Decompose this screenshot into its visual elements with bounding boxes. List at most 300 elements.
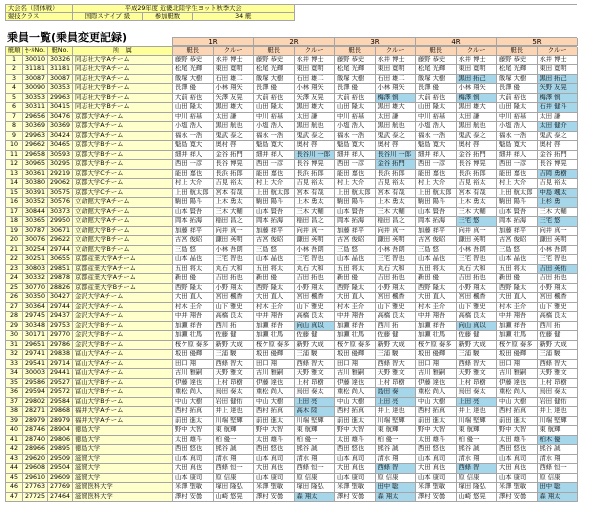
- 5r-helm-cell[interactable]: 五田 将太: [497, 265, 538, 275]
- team-cell[interactable]: 立命館大学Aチーム: [73, 217, 173, 227]
- 5r-helm-cell[interactable]: 大田 直人: [497, 293, 538, 303]
- 2r-helm-cell[interactable]: 西野 隆太: [254, 284, 295, 294]
- boat-number-cell[interactable]: 29584: [48, 398, 73, 408]
- team-cell[interactable]: 同志社大学Bチーム: [73, 94, 173, 104]
- 4r-crew-cell[interactable]: 東田 寛明: [457, 65, 498, 75]
- 1r-crew-cell[interactable]: 宮田 楓香: [214, 293, 255, 303]
- 4r-crew-cell[interactable]: 鳥田 奏太: [457, 388, 498, 398]
- 4r-crew-cell[interactable]: 塚田 隆弘: [457, 483, 498, 493]
- round-header-4r[interactable]: 4R: [416, 38, 497, 46]
- 3r-crew-cell[interactable]: 小林 吾朗: [376, 246, 417, 256]
- 2r-crew-cell[interactable]: 高橋 良太: [295, 312, 336, 322]
- 1r-crew-cell[interactable]: 鳥田 奏太: [214, 388, 255, 398]
- 3r-crew-cell[interactable]: 梅澤 慎: [376, 94, 417, 104]
- 5r-crew-cell[interactable]: 井上 達也: [538, 407, 579, 417]
- 3r-crew-cell[interactable]: 佐藤 健: [376, 331, 417, 341]
- 1r-helm-cell[interactable]: 前田 進太: [173, 417, 214, 427]
- team-cell[interactable]: 京都産業大学Bチーム: [73, 284, 173, 294]
- 5r-crew-cell[interactable]: 鬼武 泰之: [538, 132, 579, 142]
- 4r-crew-cell[interactable]: 小林 吾朗: [457, 246, 498, 256]
- 5r-crew-cell[interactable]: 太田 謙: [538, 113, 579, 123]
- 5r-helm-cell[interactable]: 太田 雄斗: [497, 436, 538, 446]
- 1r-crew-cell[interactable]: 黒田 航也: [214, 122, 255, 132]
- 4r-crew-cell[interactable]: 吉見 裕太: [457, 179, 498, 189]
- 4r-crew-cell[interactable]: 原 信康: [457, 474, 498, 484]
- 4r-crew-cell[interactable]: 上木 勇太: [457, 198, 498, 208]
- boat-number-cell[interactable]: 29950: [48, 217, 73, 227]
- boat-number-cell[interactable]: 30415: [48, 103, 73, 113]
- 4r-crew-cell[interactable]: 山下 雅史: [457, 303, 498, 313]
- sail-number-header[interactable]: ｾｰﾙNo.: [23, 47, 48, 56]
- sail-number-cell[interactable]: 29586: [23, 379, 48, 389]
- 3r-crew-cell[interactable]: 川端 堅輝: [376, 417, 417, 427]
- 5r-crew-cell[interactable]: 天野 雅文: [538, 369, 579, 379]
- 5r-crew-cell[interactable]: 清水 翔: [538, 455, 579, 465]
- sail-number-cell[interactable]: 29662: [23, 141, 48, 151]
- 4r-crew-cell[interactable]: 向山 真以: [457, 322, 498, 332]
- sail-number-cell[interactable]: 30087: [23, 75, 48, 85]
- 3r-helm-cell[interactable]: 田口 翔: [335, 360, 376, 370]
- 1r-crew-cell[interactable]: 西條 恒一: [214, 464, 255, 474]
- 2r-helm-cell[interactable]: 上田 航太郎: [254, 189, 295, 199]
- sail-number-cell[interactable]: 30369: [23, 122, 48, 132]
- 1r-helm-cell[interactable]: 村木 圭介: [173, 303, 214, 313]
- 2r-crew-cell[interactable]: 長浜 拓郎: [295, 170, 336, 180]
- 4r-crew-cell[interactable]: 佐藤 健: [457, 331, 498, 341]
- 5r-crew-cell[interactable]: 永井 博士: [538, 56, 579, 66]
- 3r-helm-cell[interactable]: 上田 航太郎: [335, 189, 376, 199]
- team-cell[interactable]: 金沢大学Aチーム: [73, 312, 173, 322]
- sail-number-cell[interactable]: 29608: [23, 464, 48, 474]
- row-number-cell[interactable]: 25: [6, 284, 23, 294]
- 4r-helm-cell[interactable]: 新田 優: [416, 274, 457, 284]
- 5r-crew-cell[interactable]: 中島 颯太: [538, 189, 579, 199]
- sail-number-cell[interactable]: 30090: [23, 84, 48, 94]
- 4r-crew-cell[interactable]: 天野 雅文: [457, 369, 498, 379]
- 2r-helm-cell[interactable]: 飯塚 大樹: [254, 75, 295, 85]
- 3r-helm-header[interactable]: 艇長: [335, 47, 376, 56]
- 2r-helm-cell[interactable]: 山本 晶也: [254, 255, 295, 265]
- 4r-helm-cell[interactable]: 大前 裕也: [416, 94, 457, 104]
- team-cell[interactable]: 福井大学Aチーム: [73, 417, 173, 427]
- 5r-crew-cell[interactable]: 太田 健介: [538, 122, 579, 132]
- sail-number-cell[interactable]: 29741: [23, 350, 48, 360]
- 5r-crew-cell[interactable]: 高橋 良太: [538, 312, 579, 322]
- 5r-helm-cell[interactable]: 大前 裕也: [497, 94, 538, 104]
- 2r-crew-cell[interactable]: 向井 真一: [295, 227, 336, 237]
- 4r-helm-cell[interactable]: 五田 将太: [416, 265, 457, 275]
- 1r-crew-cell[interactable]: 丸石 大和: [214, 265, 255, 275]
- boat-number-cell[interactable]: 28979: [48, 417, 73, 427]
- sail-number-cell[interactable]: 30391: [23, 189, 48, 199]
- team-cell[interactable]: 同志社大学Bチーム: [73, 84, 173, 94]
- 5r-helm-cell[interactable]: 魁島 寛大: [497, 141, 538, 151]
- row-number-cell[interactable]: 46: [6, 483, 23, 493]
- 1r-helm-cell[interactable]: 山本 賢吾: [173, 208, 214, 218]
- 3r-crew-cell[interactable]: 田中 聡: [376, 483, 417, 493]
- 5r-crew-cell[interactable]: 金谷 拓門: [538, 151, 579, 161]
- 1r-helm-cell[interactable]: 西田 一彦: [173, 160, 214, 170]
- 1r-helm-cell[interactable]: 加藤 祥平: [173, 227, 214, 237]
- 2r-helm-cell[interactable]: 大前 裕也: [254, 94, 295, 104]
- 1r-helm-cell[interactable]: 古宮 俊昭: [173, 236, 214, 246]
- 2r-helm-cell[interactable]: 古宮 俊昭: [254, 236, 295, 246]
- 4r-helm-cell[interactable]: 村上 大介: [416, 179, 457, 189]
- 1r-helm-cell[interactable]: 山本 康司: [173, 474, 214, 484]
- row-number-cell[interactable]: 14: [6, 179, 23, 189]
- boat-number-cell[interactable]: 30576: [48, 198, 73, 208]
- sail-number-cell[interactable]: 29594: [23, 388, 48, 398]
- 2r-helm-cell[interactable]: 田口 翔: [254, 360, 295, 370]
- 2r-crew-cell[interactable]: 丸石 大和: [295, 265, 336, 275]
- 5r-helm-cell[interactable]: 山田 隆太: [497, 103, 538, 113]
- 4r-helm-cell[interactable]: 古川 雅嗣: [416, 369, 457, 379]
- 1r-helm-cell[interactable]: 大田 真也: [173, 464, 214, 474]
- 3r-crew-cell[interactable]: 丸石 大和: [376, 265, 417, 275]
- 3r-crew-cell[interactable]: 西條 智大: [376, 360, 417, 370]
- team-cell[interactable]: 金沢大学Aチーム: [73, 303, 173, 313]
- 3r-crew-cell[interactable]: 奥村 啓: [376, 141, 417, 151]
- 4r-helm-cell[interactable]: 伊藤 達也: [416, 379, 457, 389]
- 5r-helm-cell[interactable]: 西村 拓真: [497, 407, 538, 417]
- 1r-helm-cell[interactable]: 太田 雄斗: [173, 436, 214, 446]
- boat-number-cell[interactable]: 29504: [48, 464, 73, 474]
- 4r-helm-cell[interactable]: 上田 航太郎: [416, 189, 457, 199]
- 2r-crew-cell[interactable]: 長谷川 一郎: [295, 151, 336, 161]
- 4r-crew-cell[interactable]: 西條 智: [457, 464, 498, 474]
- 4r-crew-cell[interactable]: 新野 大成: [457, 341, 498, 351]
- 3r-crew-cell[interactable]: 小林 翔矢: [376, 84, 417, 94]
- boat-number-cell[interactable]: 29714: [48, 360, 73, 370]
- 2r-crew-cell[interactable]: 清水 翔: [295, 455, 336, 465]
- 1r-helm-cell[interactable]: 長澤 優: [173, 84, 214, 94]
- team-cell[interactable]: 京都大学Aチーム: [73, 122, 173, 132]
- boat-number-cell[interactable]: 29527: [48, 379, 73, 389]
- 1r-helm-cell[interactable]: 重松 尚人: [173, 388, 214, 398]
- 5r-helm-cell[interactable]: 田口 翔: [497, 360, 538, 370]
- 2r-crew-cell[interactable]: 吉見 裕太: [295, 179, 336, 189]
- 5r-helm-cell[interactable]: 米澤 聖敏: [497, 483, 538, 493]
- sail-number-cell[interactable]: 28746: [23, 426, 48, 436]
- 2r-crew-cell[interactable]: 佐藤 健: [295, 331, 336, 341]
- 1r-helm-cell[interactable]: 大田 直人: [173, 293, 214, 303]
- team-cell[interactable]: 京都産業大学Aチーム: [73, 265, 173, 275]
- 4r-helm-cell[interactable]: 米澤 聖敏: [416, 483, 457, 493]
- 2r-helm-cell[interactable]: 小塩 浩人: [254, 122, 295, 132]
- 3r-helm-cell[interactable]: 西野 隆太: [335, 284, 376, 294]
- team-cell[interactable]: 立命館大学Bチーム: [73, 236, 173, 246]
- 1r-crew-cell[interactable]: 太田 謙: [214, 113, 255, 123]
- row-number-cell[interactable]: 11: [6, 151, 23, 161]
- 3r-helm-cell[interactable]: 長澤 優: [335, 84, 376, 94]
- boat-number-cell[interactable]: 29437: [48, 312, 73, 322]
- 3r-crew-cell[interactable]: 上田 亮: [376, 398, 417, 408]
- 5r-crew-cell[interactable]: 長谷 博晃: [538, 160, 579, 170]
- sail-number-cell[interactable]: 30010: [23, 56, 48, 66]
- boat-number-cell[interactable]: 29770: [48, 331, 73, 341]
- 5r-crew-cell[interactable]: 小野 翔太: [538, 284, 579, 294]
- sail-number-cell[interactable]: 30311: [23, 103, 48, 113]
- 2r-helm-cell[interactable]: 松尾 光輝: [254, 65, 295, 75]
- 3r-helm-cell[interactable]: 山本 晶也: [335, 255, 376, 265]
- 2r-helm-cell[interactable]: 野中 大智: [254, 426, 295, 436]
- 1r-crew-cell[interactable]: 宮本 有哉: [214, 189, 255, 199]
- row-number-cell[interactable]: 13: [6, 170, 23, 180]
- 4r-crew-cell[interactable]: 宮本 有哉: [457, 189, 498, 199]
- 3r-crew-cell[interactable]: 宮田 楓香: [376, 293, 417, 303]
- 1r-helm-cell[interactable]: 山本 晶也: [173, 255, 214, 265]
- 1r-helm-cell[interactable]: 村上 大介: [173, 179, 214, 189]
- row-number-cell[interactable]: 9: [6, 132, 23, 142]
- 4r-helm-cell[interactable]: 西野 隆太: [416, 284, 457, 294]
- boat-number-cell[interactable]: 29744: [48, 303, 73, 313]
- 3r-crew-cell[interactable]: 新野 大成: [376, 341, 417, 351]
- 5r-helm-cell[interactable]: 村木 圭介: [497, 303, 538, 313]
- 1r-helm-cell[interactable]: 藤野 恭史: [173, 56, 214, 66]
- 4r-crew-cell[interactable]: 熊谷 誠: [457, 445, 498, 455]
- 5r-crew-cell[interactable]: 宮田 楓香: [538, 293, 579, 303]
- boat-number-cell[interactable]: 30369: [48, 122, 73, 132]
- 2r-helm-cell[interactable]: 村上 大介: [254, 179, 295, 189]
- 1r-crew-cell[interactable]: 高橋 良太: [214, 312, 255, 322]
- 5r-helm-cell[interactable]: 西田 悠也: [497, 445, 538, 455]
- row-number-cell[interactable]: 31: [6, 341, 23, 351]
- team-cell[interactable]: 同志社大学Aチーム: [73, 75, 173, 85]
- 4r-crew-cell[interactable]: 井上 達也: [457, 407, 498, 417]
- sail-number-cell[interactable]: 27763: [23, 483, 48, 493]
- team-cell[interactable]: 立命館大学Aチーム: [73, 198, 173, 208]
- boat-number-cell[interactable]: 29572: [48, 388, 73, 398]
- row-number-cell[interactable]: 12: [6, 160, 23, 170]
- 5r-crew-cell[interactable]: 向井 真一: [538, 227, 579, 237]
- 5r-crew-cell[interactable]: 三浦 駿: [538, 350, 579, 360]
- row-number-cell[interactable]: 27: [6, 303, 23, 313]
- 3r-crew-cell[interactable]: 吉見 裕太: [376, 179, 417, 189]
- 3r-crew-cell[interactable]: 熊谷 誠: [376, 445, 417, 455]
- 2r-crew-cell[interactable]: 三木 大輔: [295, 208, 336, 218]
- 1r-helm-cell[interactable]: 五田 将太: [173, 265, 214, 275]
- 1r-crew-cell[interactable]: 山下 雅史: [214, 303, 255, 313]
- 5r-helm-cell[interactable]: 野中 大智: [497, 426, 538, 436]
- team-cell[interactable]: 京都大学Bチーム: [73, 141, 173, 151]
- 2r-helm-cell[interactable]: 三島 悠: [254, 246, 295, 256]
- 4r-helm-cell[interactable]: 西田 悠也: [416, 445, 457, 455]
- team-cell[interactable]: 京都大学Cチーム: [73, 170, 173, 180]
- team-cell[interactable]: 金沢大学Bチーム: [73, 331, 173, 341]
- 5r-helm-cell[interactable]: 岡本 拓海: [497, 217, 538, 227]
- 3r-crew-cell[interactable]: 長浜 拓郎: [376, 170, 417, 180]
- 4r-helm-cell[interactable]: 山田 隆太: [416, 103, 457, 113]
- 4r-crew-cell[interactable]: 柏 優一: [457, 436, 498, 446]
- 3r-helm-cell[interactable]: 坂田 優輝: [335, 350, 376, 360]
- 3r-helm-cell[interactable]: 西村 拓真: [335, 407, 376, 417]
- 1r-crew-cell[interactable]: 長谷 博晃: [214, 160, 255, 170]
- sail-number-cell[interactable]: 30380: [23, 179, 48, 189]
- team-cell[interactable]: 京都大学Cチーム: [73, 179, 173, 189]
- 2r-helm-cell[interactable]: 長澤 優: [254, 84, 295, 94]
- 2r-helm-cell[interactable]: 加藤 祥平: [254, 227, 295, 237]
- 1r-helm-cell[interactable]: 米澤 聖敏: [173, 483, 214, 493]
- row-number-cell[interactable]: 18: [6, 217, 23, 227]
- 1r-crew-header[interactable]: クルー: [214, 47, 255, 56]
- round-header-5r[interactable]: 5R: [497, 38, 578, 46]
- row-number-cell[interactable]: 22: [6, 255, 23, 265]
- 5r-helm-cell[interactable]: 三島 悠: [497, 246, 538, 256]
- 4r-crew-cell[interactable]: 鬼武 泰之: [457, 132, 498, 142]
- 4r-crew-cell[interactable]: 上田 亮: [457, 398, 498, 408]
- 5r-helm-cell[interactable]: 上田 航太郎: [497, 189, 538, 199]
- 3r-helm-cell[interactable]: 新田 優: [335, 274, 376, 284]
- 4r-crew-cell[interactable]: 長谷 博晃: [457, 160, 498, 170]
- row-number-cell[interactable]: 15: [6, 189, 23, 199]
- 1r-helm-cell[interactable]: 古川 雅嗣: [173, 369, 214, 379]
- 4r-helm-cell[interactable]: 魁島 寛大: [416, 141, 457, 151]
- 5r-crew-cell[interactable]: 鎌田 英明: [538, 236, 579, 246]
- 4r-crew-cell[interactable]: 上村 昂樹: [457, 379, 498, 389]
- boat-number-cell[interactable]: 27464: [48, 493, 73, 503]
- 1r-crew-cell[interactable]: 小野 翔太: [214, 284, 255, 294]
- 3r-crew-cell[interactable]: 吉田 拓也: [376, 274, 417, 284]
- 4r-helm-cell[interactable]: 長澤 優: [416, 84, 457, 94]
- 3r-helm-cell[interactable]: 山本 康司: [335, 474, 376, 484]
- 4r-crew-cell[interactable]: 向井 真一: [457, 227, 498, 237]
- team-cell[interactable]: 徳島大学: [73, 445, 173, 455]
- boat-number-cell[interactable]: 29441: [48, 369, 73, 379]
- team-cell[interactable]: 富山大学Aチーム: [73, 360, 173, 370]
- 1r-helm-cell[interactable]: 坂田 優輝: [173, 350, 214, 360]
- 3r-crew-cell[interactable]: 長谷川 一郎: [376, 151, 417, 161]
- 1r-crew-cell[interactable]: 原 信康: [214, 474, 255, 484]
- 2r-crew-cell[interactable]: 三浦 駿: [295, 350, 336, 360]
- 4r-crew-cell[interactable]: 清水 翔: [457, 455, 498, 465]
- 2r-helm-cell[interactable]: 前田 進太: [254, 417, 295, 427]
- sail-number-cell[interactable]: 29610: [23, 474, 48, 484]
- 1r-helm-cell[interactable]: 中川 裕基: [173, 113, 214, 123]
- 4r-helm-cell[interactable]: 田口 翔: [416, 360, 457, 370]
- 1r-helm-cell[interactable]: 田口 翔: [173, 360, 214, 370]
- team-cell[interactable]: 同志社大学Aチーム: [73, 56, 173, 66]
- round-header-1r[interactable]: 1R: [173, 38, 254, 46]
- 4r-helm-cell[interactable]: 福永 一浩: [416, 132, 457, 142]
- sail-number-cell[interactable]: 28966: [23, 445, 48, 455]
- 5r-helm-cell[interactable]: 前田 進太: [497, 417, 538, 427]
- 4r-crew-cell[interactable]: 山崎 悠晃: [457, 493, 498, 503]
- sail-number-cell[interactable]: 29656: [23, 113, 48, 123]
- boat-number-cell[interactable]: 30655: [48, 255, 73, 265]
- 4r-helm-cell[interactable]: 駒田 陽斗: [416, 198, 457, 208]
- team-cell[interactable]: 京都産業大学Aチーム: [73, 255, 173, 265]
- row-number-cell[interactable]: 2: [6, 65, 23, 75]
- 3r-crew-cell[interactable]: 西川 拓: [376, 322, 417, 332]
- 2r-crew-cell[interactable]: 宮田 楓香: [295, 293, 336, 303]
- 2r-helm-cell[interactable]: 西田 悠也: [254, 445, 295, 455]
- 3r-helm-cell[interactable]: 大田 直人: [335, 293, 376, 303]
- sail-number-cell[interactable]: 30965: [23, 160, 48, 170]
- row-number-cell[interactable]: 42: [6, 445, 23, 455]
- 3r-helm-cell[interactable]: 澤村 安曇: [335, 493, 376, 503]
- 5r-helm-cell[interactable]: 大田 真也: [497, 464, 538, 474]
- 5r-crew-cell[interactable]: 三宅 智也: [538, 255, 579, 265]
- 2r-crew-cell[interactable]: 柏 優一: [295, 436, 336, 446]
- 3r-crew-cell[interactable]: 東田 寛明: [376, 65, 417, 75]
- 1r-helm-cell[interactable]: 澤村 安曇: [173, 493, 214, 503]
- 2r-crew-cell[interactable]: 原 信康: [295, 474, 336, 484]
- row-number-cell[interactable]: 24: [6, 274, 23, 284]
- 3r-helm-cell[interactable]: 中川 裕基: [335, 113, 376, 123]
- boat-number-cell[interactable]: 29753: [48, 322, 73, 332]
- team-cell[interactable]: 滋賀大学: [73, 464, 173, 474]
- 1r-helm-cell[interactable]: 三島 悠: [173, 246, 214, 256]
- team-cell[interactable]: 富山大学Aチーム: [73, 369, 173, 379]
- 1r-helm-cell[interactable]: 加瀬 祥吾: [173, 322, 214, 332]
- 3r-helm-cell[interactable]: 山本 真司: [335, 455, 376, 465]
- team-cell[interactable]: 滋賀大学: [73, 455, 173, 465]
- sail-number-cell[interactable]: 30076: [23, 236, 48, 246]
- 1r-helm-cell[interactable]: 能田 嘉也: [173, 170, 214, 180]
- 4r-helm-cell[interactable]: 山本 賢吾: [416, 208, 457, 218]
- 5r-helm-cell[interactable]: 加藤 祥平: [497, 227, 538, 237]
- 3r-crew-cell[interactable]: 原 信康: [376, 474, 417, 484]
- boat-number-cell[interactable]: 29609: [48, 474, 73, 484]
- sail-number-cell[interactable]: 30787: [23, 227, 48, 237]
- 3r-helm-cell[interactable]: 岡本 拓海: [335, 217, 376, 227]
- 4r-helm-cell[interactable]: 加瀬 祥吾: [416, 322, 457, 332]
- 5r-helm-cell[interactable]: 小塩 浩人: [497, 122, 538, 132]
- 2r-helm-cell[interactable]: 西村 拓真: [254, 407, 295, 417]
- 4r-crew-cell[interactable]: 吉田 拓也: [457, 274, 498, 284]
- 4r-helm-cell[interactable]: 藤野 恭史: [416, 56, 457, 66]
- 1r-crew-cell[interactable]: 鎌田 英明: [214, 236, 255, 246]
- event-name-cell[interactable]: 平成29年度 近畿北陸学生ヨット秋季大会: [73, 5, 295, 13]
- sail-number-cell[interactable]: 30364: [23, 303, 48, 313]
- sail-number-cell[interactable]: 28979: [23, 417, 48, 427]
- 2r-helm-cell[interactable]: 桜ケ原 奏多: [254, 341, 295, 351]
- 2r-helm-cell[interactable]: 中山 大樹: [254, 398, 295, 408]
- 1r-crew-cell[interactable]: 矢澤 友晃: [214, 94, 255, 104]
- boat-number-cell[interactable]: 29786: [48, 341, 73, 351]
- 5r-crew-cell[interactable]: 西條 智大: [538, 360, 579, 370]
- 2r-helm-cell[interactable]: 太田 雄斗: [254, 436, 295, 446]
- 2r-crew-cell[interactable]: 塚田 隆弘: [295, 483, 336, 493]
- 2r-crew-cell[interactable]: 上村 昂樹: [295, 379, 336, 389]
- 4r-helm-cell[interactable]: 山本 康司: [416, 474, 457, 484]
- 1r-helm-cell[interactable]: 中井 翔吾: [173, 312, 214, 322]
- 3r-crew-cell[interactable]: 向井 真一: [376, 227, 417, 237]
- 2r-crew-cell[interactable]: 鬼武 泰之: [295, 132, 336, 142]
- 3r-helm-cell[interactable]: 大田 真也: [335, 464, 376, 474]
- 2r-helm-cell[interactable]: 岡本 拓海: [254, 217, 295, 227]
- boat-number-cell[interactable]: 29806: [48, 436, 73, 446]
- 1r-crew-cell[interactable]: 山崎 悠晃: [214, 493, 255, 503]
- 2r-crew-cell[interactable]: 新野 大成: [295, 341, 336, 351]
- 3r-helm-cell[interactable]: 大前 裕也: [335, 94, 376, 104]
- 5r-helm-cell[interactable]: 山本 晶也: [497, 255, 538, 265]
- boat-number-cell[interactable]: 30424: [48, 132, 73, 142]
- 2r-helm-cell[interactable]: 山本 真司: [254, 455, 295, 465]
- 5r-crew-cell[interactable]: 吉田 拓也: [538, 274, 579, 284]
- team-cell[interactable]: 立命館大学Bチーム: [73, 246, 173, 256]
- 5r-crew-cell[interactable]: 東田 寛明: [538, 65, 579, 75]
- 2r-crew-cell[interactable]: 矢澤 友晃: [295, 94, 336, 104]
- boat-count-cell[interactable]: 34 艇: [193, 13, 295, 22]
- team-cell[interactable]: 京都産業大学Aチーム: [73, 274, 173, 284]
- 4r-helm-header[interactable]: 艇長: [416, 47, 457, 56]
- 3r-helm-cell[interactable]: 三島 悠: [335, 246, 376, 256]
- sail-number-cell[interactable]: 29541: [23, 360, 48, 370]
- 1r-crew-cell[interactable]: 三木 大輔: [214, 208, 255, 218]
- 2r-crew-cell[interactable]: 天野 雅文: [295, 369, 336, 379]
- boat-number-cell[interactable]: 29622: [48, 236, 73, 246]
